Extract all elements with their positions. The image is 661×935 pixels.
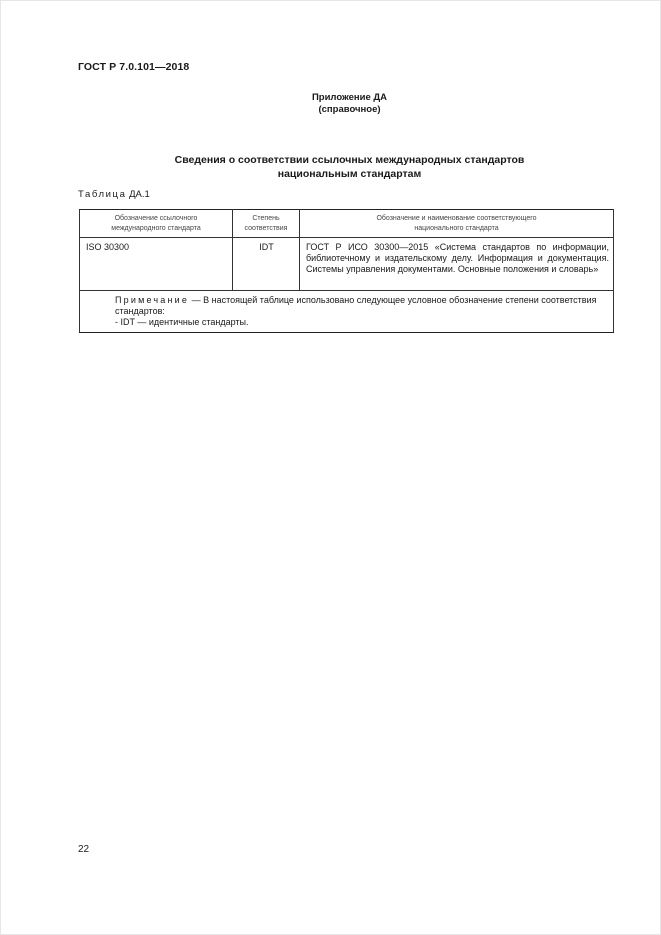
page-number: 22 <box>78 844 90 855</box>
section-title-line2: национальным стандартам <box>277 168 422 180</box>
header-degree <box>233 210 300 238</box>
appendix-title: Приложение ДА <box>311 92 388 103</box>
note-label: Примечание <box>115 295 190 305</box>
header-text: Степень <box>252 214 280 222</box>
header-text: международного стандарта <box>111 224 201 232</box>
header-text: Обозначение ссылочного <box>114 214 198 222</box>
appendix-heading <box>0 92 661 116</box>
header-international-standard <box>80 210 233 238</box>
header-text: соответствия <box>244 224 288 232</box>
header-national-standard <box>300 210 614 238</box>
note-text: — В настоящей таблице использовано следующее условное обозначение степени соответствия стандартов: <box>115 295 597 316</box>
header-text: национального стандарта <box>414 224 499 232</box>
cell-degree: IDT <box>233 238 300 291</box>
table-row <box>80 238 614 291</box>
table-header-row <box>80 210 614 238</box>
note-paragraph <box>86 295 607 317</box>
appendix-subtitle: (справочное) <box>318 104 381 115</box>
header-text: Обозначение и наименование соответствующего <box>376 214 537 222</box>
table-caption-label: Таблица <box>78 189 127 200</box>
document-code: ГОСТ Р 7.0.101—2018 <box>78 61 190 73</box>
standards-table <box>79 209 614 333</box>
table-note-row <box>80 291 614 333</box>
cell-standard: ISO 30300 <box>80 238 233 291</box>
table-caption <box>78 189 150 200</box>
table-caption-number: ДА.1 <box>129 189 150 200</box>
table-note <box>80 291 614 333</box>
note-list-item: - IDT — идентичные стандарты. <box>115 317 249 327</box>
section-title <box>0 153 661 181</box>
cell-national-standard: ГОСТ Р ИСО 30300—2015 «Система стандартов по информации, библиотечному и издательскому делу. Информация и документация. Системы управления документами. Основные положения и словарь» <box>300 238 614 291</box>
section-title-line1: Сведения о соответствии ссылочных международных стандартов <box>174 154 525 166</box>
